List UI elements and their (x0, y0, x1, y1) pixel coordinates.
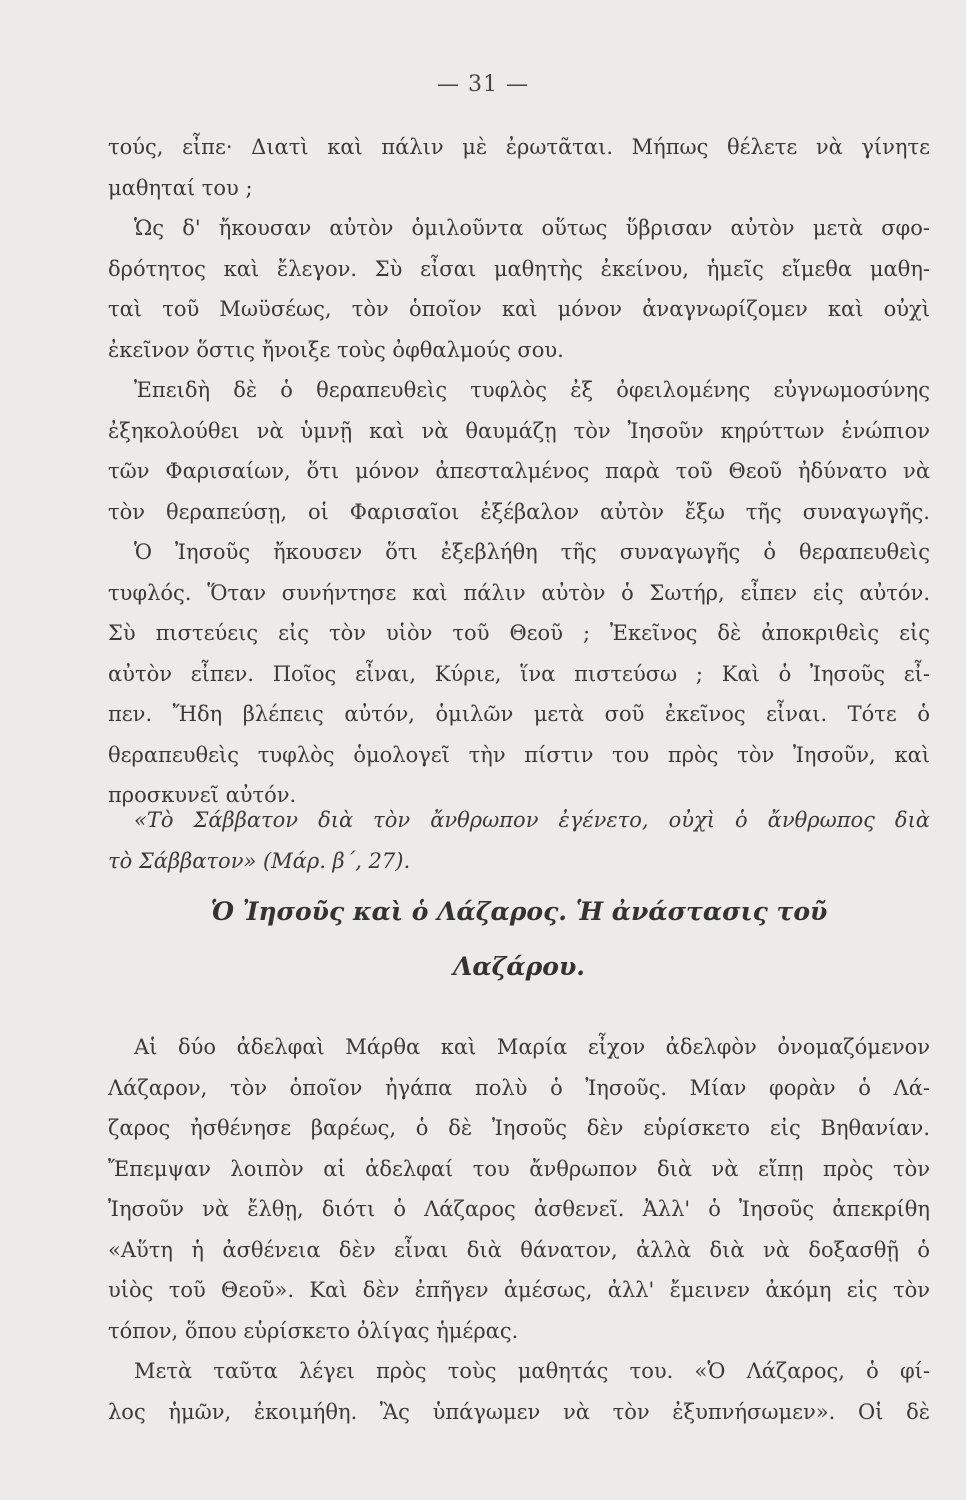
text-line: τόπον, ὅπου εὑρίσκετο ὀλίγας ἡμέρας. (108, 1318, 519, 1343)
text-line: ἐξηκολούθει νὰ ὑμνῇ καὶ νὰ θαυμάζῃ τὸν Ἰησοῦν κηρύττων ἐνώπιον (108, 418, 930, 443)
text-line: «Αὕτη ἡ ἀσθένεια δὲν εἶναι διὰ θάνατον, ἀλλὰ διὰ νὰ δοξασθῇ ὁ (108, 1237, 930, 1262)
section-heading-continued: Λαζάρου. (452, 952, 586, 981)
text-line: Αἱ δύο ἀδελφαὶ Μάρθα καὶ Μαρία εἶχον ἀδελφὸν ὀνομαζόμενον (134, 1035, 930, 1059)
text-line: προσκυνεῖ αὐτόν. (108, 783, 297, 807)
text-line: ζαρος ἠσθένησε βαρέως, ὁ δὲ Ἰησοῦς δὲν εὑρίσκετο εἰς Βηθανίαν. (108, 1116, 930, 1140)
text-line: Λάζαρον, τὸν ὁποῖον ἠγάπα πολὺ ὁ Ἰησοῦς. Μίαν φορὰν ὁ Λά- (108, 1075, 930, 1100)
text-line: πεν. Ἤδη βλέπεις αὐτόν, ὁμιλῶν μετὰ σοῦ ἐκεῖνος εἶναι. Τότε ὁ (108, 702, 930, 726)
text-line: τῶν Φαρισαίων, ὅτι μόνον ἀπεσταλμένος παρὰ τοῦ Θεοῦ ἠδύνατο νὰ (108, 459, 930, 483)
text-line: τούς, εἶπε· Διατὶ καὶ πάλιν μὲ ἐρωτᾶται. Μήπως θέλετε νὰ γίνητε (108, 135, 930, 159)
text-line: τυφλός. Ὅταν συνήντησε καὶ πάλιν αὐτὸν ὁ Σωτήρ, εἶπεν εἰς αὐτόν. (108, 580, 930, 605)
text-line: τὸν θεραπεύσῃ, οἱ Φαρισαῖοι ἐξέβαλον αὐτὸν ἔξω τῆς συναγωγῆς. (108, 499, 930, 524)
text-line: Ὁ Ἰησοῦς ἤκουσεν ὅτι ἐξεβλήθη τῆς συναγωγῆς ὁ θεραπευθεὶς (134, 540, 930, 564)
text-line: Ἐπειδὴ δὲ ὁ θεραπευθεὶς τυφλὸς ἐξ ὀφειλομένης εὐγνωμοσύνης (134, 378, 930, 402)
text-line: Ἰησοῦν νὰ ἔλθῃ, διότι ὁ Λάζαρος ἀσθενεῖ. Ἀλλ' ὁ Ἰησοῦς ἀπεκρίθη (108, 1197, 930, 1221)
text-line: δρότητος καὶ ἔλεγον. Σὺ εἶσαι μαθητὴς ἐκείνου, ἡμεῖς εἴμεθα μαθη- (108, 256, 930, 281)
section-heading: Ὁ Ἰησοῦς καὶ ὁ Λάζαρος. Ἡ ἀνάστασις τοῦ (210, 897, 828, 926)
text-line: θεραπευθεὶς τυφλὸς ὁμολογεῖ τὴν πίστιν του πρὸς τὸν Ἰησοῦν, καὶ (108, 742, 930, 767)
quote-line: τὸ Σάββατον» (Μάρ. β΄, 27). (108, 848, 411, 873)
quote-sabbath (108, 800, 930, 881)
quote-line: «Τὸ Σάββατον διὰ τὸν ἄνθρωπον ἐγένετο, οὐχὶ ὁ ἄνθρωπος διὰ (134, 808, 930, 832)
paragraph-blind-man (108, 127, 930, 816)
page-number: — 31 — (437, 72, 529, 97)
text-line: Ὡς δ' ἤκουσαν αὐτὸν ὁμιλοῦντα οὕτως ὕβρισαν αὐτὸν μετὰ σφο- (134, 216, 930, 240)
text-line: ἐκεῖνον ὅστις ἤνοιξε τοὺς ὀφθαλμούς σου. (108, 337, 564, 362)
text-line: μαθηταί του ; (108, 175, 253, 200)
text-line: αὐτὸν εἶπεν. Ποῖος εἶναι, Κύριε, ἵνα πιστεύσω ; Καὶ ὁ Ἰησοῦς εἶ- (108, 661, 930, 686)
text-line: Σὺ πιστεύεις εἰς τὸν υἱὸν τοῦ Θεοῦ ; Ἐκεῖνος δὲ ἀποκριθεὶς εἰς (108, 621, 930, 645)
text-line: ταὶ τοῦ Μωϋσέως, τὸν ὁποῖον καὶ μόνον ἀναγνωρίζομεν καὶ οὐχὶ (108, 297, 930, 321)
paragraph-lazarus (108, 1027, 930, 1432)
text-line: υἱὸς τοῦ Θεοῦ». Καὶ δὲν ἐπῆγεν ἀμέσως, ἀλλ' ἔμεινεν ἀκόμη εἰς τὸν (108, 1278, 930, 1302)
text-line: Μετὰ ταῦτα λέγει πρὸς τοὺς μαθητάς του. «Ὁ Λάζαρος, ὁ φί- (134, 1359, 930, 1383)
text-line: λος ἡμῶν, ἐκοιμήθη. Ἂς ὑπάγωμεν νὰ τὸν ἐξυπνήσωμεν». Οἱ δὲ (108, 1399, 930, 1424)
text-line: Ἔπεμψαν λοιπὸν αἱ ἀδελφαί του ἄνθρωπον διὰ νὰ εἴπῃ πρὸς τὸν (108, 1156, 930, 1181)
